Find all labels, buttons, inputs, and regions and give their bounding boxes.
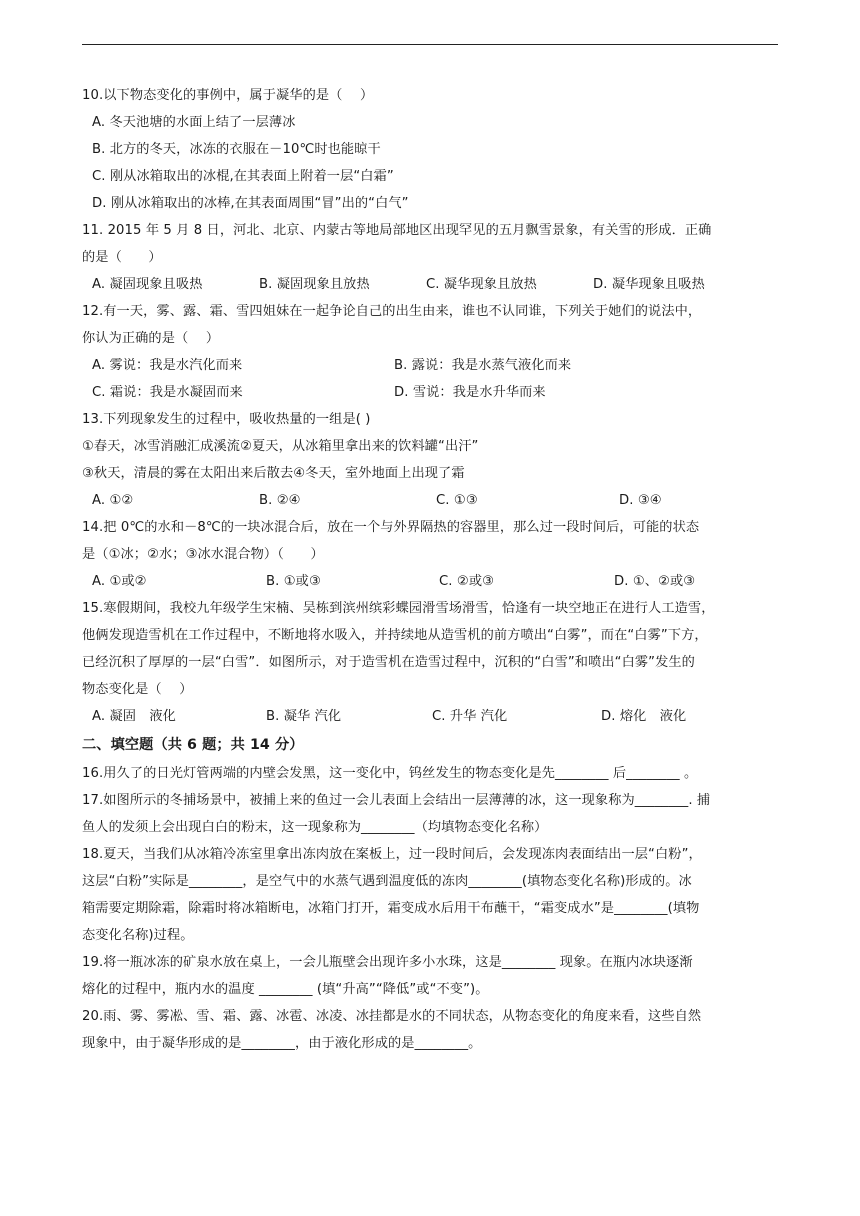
question-14 bbox=[82, 514, 782, 595]
question-line: 19.将一瓶冰冻的矿泉水放在桌上，一会儿瓶壁会出现许多小水珠，这是________ 现象。在瓶内冰块逐渐 bbox=[82, 955, 693, 970]
question-line: 18.夏天，当我们从冰箱冷冻室里拿出冻肉放在案板上，过一段时间后，会发现冻肉表面结出一层“白粉”， bbox=[82, 847, 702, 862]
question-line: 熔化的过程中，瓶内水的温度 ________ (填“升高”“降低”或“不变”)。 bbox=[82, 982, 489, 997]
worksheet-body bbox=[82, 82, 782, 1057]
header-rule bbox=[82, 44, 778, 45]
option-b: B. 凝固现象且放热 bbox=[259, 277, 370, 292]
question-16 bbox=[82, 760, 782, 787]
question-stem-line: 是（①冰；②水；③冰水混合物）（ ） bbox=[82, 547, 324, 562]
option-b: B. 露说：我是水蒸气液化而来 bbox=[394, 358, 572, 373]
question-line: 17.如图所示的冬捕场景中，被捕上来的鱼过一会儿表面上会结出一层薄薄的冰，这一现象称为________. 捕 bbox=[82, 793, 711, 808]
question-stem-line: 你认为正确的是（ ） bbox=[82, 331, 220, 346]
question-stem-line: 15.寒假期间，我校九年级学生宋楠、吴栋到滨州缤彩蝶园滑雪场滑雪，恰逢有一块空地正在进行人工造雪， bbox=[82, 601, 715, 616]
question-stem-line: 物态变化是（ ） bbox=[82, 682, 193, 697]
option-a: A. 凝固 液化 bbox=[92, 709, 176, 724]
option-a: A. ①或② bbox=[92, 574, 147, 589]
question-stem-line: 11. 2015 年 5 月 8 日，河北、北京、内蒙古等地局部地区出现罕见的五月飘雪景象，有关雪的形成．正确 bbox=[82, 223, 712, 238]
option-c: C. 霜说：我是水凝固而来 bbox=[92, 385, 243, 400]
question-line: 态变化名称)过程。 bbox=[82, 928, 194, 943]
options-row bbox=[82, 271, 782, 298]
question-line: 鱼人的发须上会出现白白的粉末，这一现象称为________（均填物态变化名称） bbox=[82, 820, 548, 835]
option-a: A. 雾说：我是水汽化而来 bbox=[92, 358, 243, 373]
option-a: A. 凝固现象且吸热 bbox=[92, 277, 203, 292]
question-line: 20.雨、雾、雾凇、雪、霜、露、冰雹、冰凌、冰挂都是水的不同状态，从物态变化的角度来看，这些自然 bbox=[82, 1009, 702, 1024]
option-c: C. ②或③ bbox=[439, 574, 495, 589]
question-line: 现象中，由于凝华形成的是________，由于液化形成的是________。 bbox=[82, 1036, 482, 1051]
question-17 bbox=[82, 787, 782, 841]
option-c: C. 凝华现象且放热 bbox=[426, 277, 537, 292]
question-stem: 10.以下物态变化的事例中，属于凝华的是（ ） bbox=[82, 88, 374, 103]
option-a: A. 冬天池塘的水面上结了一层薄冰 bbox=[92, 115, 296, 130]
question-19 bbox=[82, 949, 782, 1003]
question-line: 箱需要定期除霜，除霜时将冰箱断电，冰箱门打开，霜变成水后用干布蘸干，“霜变成水”是________(填物 bbox=[82, 901, 700, 916]
option-b: B. ①或③ bbox=[266, 574, 321, 589]
option-b: B. 北方的冬天，冰冻的衣服在－10℃时也能晾干 bbox=[92, 142, 381, 157]
question-10 bbox=[82, 82, 782, 217]
option-b: B. ②④ bbox=[259, 493, 301, 508]
question-20 bbox=[82, 1003, 782, 1057]
question-18 bbox=[82, 841, 782, 949]
question-stem-line: 14.把 0℃的水和－8℃的一块冰混合后，放在一个与外界隔热的容器里，那么过一段时间后，可能的状态 bbox=[82, 520, 700, 535]
options-row bbox=[82, 568, 782, 595]
option-d: D. 雪说：我是水升华而来 bbox=[394, 385, 546, 400]
question-stem-line: 13.下列现象发生的过程中，吸收热量的一组是( ) bbox=[82, 412, 371, 427]
option-b: B. 凝华 汽化 bbox=[266, 709, 342, 724]
option-c: C. 刚从冰箱取出的冰棍,在其表面上附着一层“白霜” bbox=[92, 169, 394, 184]
option-a: A. ①② bbox=[92, 493, 134, 508]
option-c: C. ①③ bbox=[436, 493, 478, 508]
options-row bbox=[82, 379, 782, 406]
option-d: D. 熔化 液化 bbox=[601, 709, 687, 724]
question-12 bbox=[82, 298, 782, 406]
question-stem-line: 他俩发现造雪机在工作过程中，不断地将水吸入，并持续地从造雪机的前方喷出“白雾”，而在“白雾”下方， bbox=[82, 628, 708, 643]
option-d: D. ③④ bbox=[619, 493, 662, 508]
option-d: D. 凝华现象且吸热 bbox=[593, 277, 705, 292]
question-stem-line: ③秋天，清晨的雾在太阳出来后散去④冬天，室外地面上出现了霜 bbox=[82, 466, 465, 481]
question-line: 16.用久了的日光灯管两端的内壁会发黑，这一变化中，钨丝发生的物态变化是先________ 后________ 。 bbox=[82, 766, 698, 781]
options-row bbox=[82, 487, 782, 514]
question-15 bbox=[82, 595, 782, 730]
option-c: C. 升华 汽化 bbox=[432, 709, 508, 724]
question-stem-line: 的是（ ） bbox=[82, 250, 162, 265]
options-row bbox=[82, 352, 782, 379]
question-11 bbox=[82, 217, 782, 298]
option-d: D. ①、②或③ bbox=[614, 574, 696, 589]
section-title: 二、填空题（共 6 题；共 14 分） bbox=[82, 737, 304, 753]
question-line: 这层“白粉”实际是________，是空气中的水蒸气遇到温度低的冻肉________(填物态变化名称)形成的。冰 bbox=[82, 874, 692, 889]
question-13 bbox=[82, 406, 782, 514]
question-stem-line: ①春天，冰雪消融汇成溪流②夏天，从冰箱里拿出来的饮料罐“出汗” bbox=[82, 439, 479, 454]
question-stem-line: 12.有一天，雾、露、霜、雪四姐妹在一起争论自己的出生由来，谁也不认同谁，下列关于她们的说法中， bbox=[82, 304, 702, 319]
options-row bbox=[82, 703, 782, 730]
option-d: D. 刚从冰箱取出的冰棒,在其表面周围“冒”出的“白气” bbox=[92, 196, 409, 211]
question-stem-line: 已经沉积了厚厚的一层“白雪”．如图所示，对于造雪机在造雪过程中，沉积的“白雪”和喷出“白雾”发生的 bbox=[82, 655, 695, 670]
